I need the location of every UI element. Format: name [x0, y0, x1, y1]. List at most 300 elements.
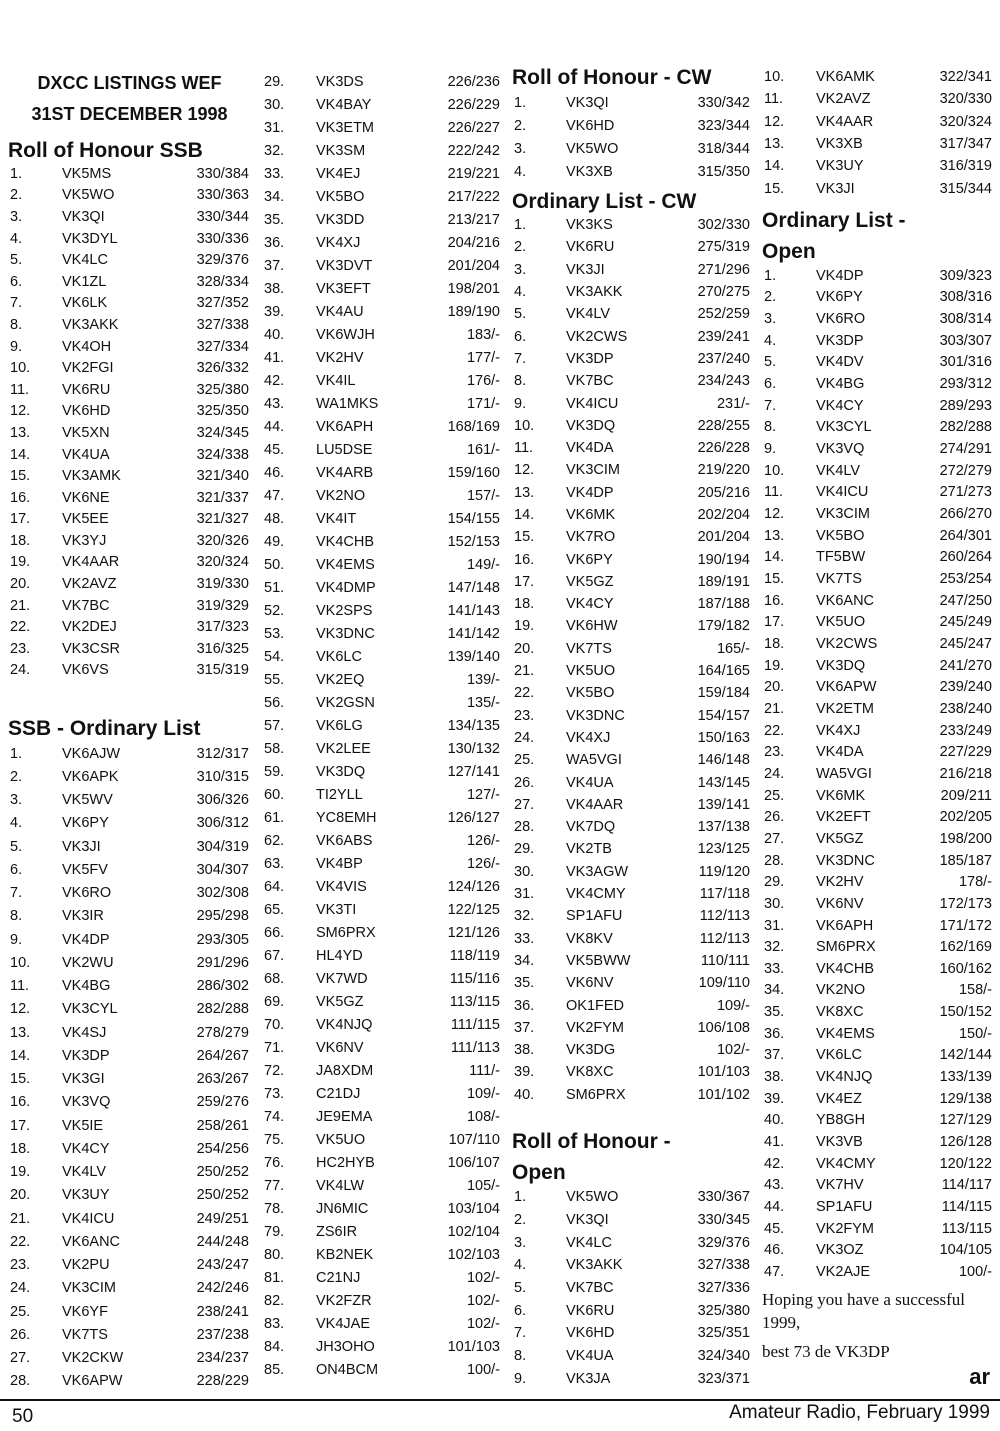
- callsign: VK4IL: [316, 372, 356, 389]
- list-row: [512, 548, 752, 570]
- list-row: [762, 763, 994, 785]
- score: 234/243: [697, 373, 750, 390]
- score: 146/148: [697, 752, 750, 769]
- row-number: 18.: [764, 635, 785, 652]
- list-row: [512, 861, 752, 883]
- list-row: [262, 806, 502, 829]
- callsign: VK3DYL: [62, 230, 118, 247]
- row-number: 36.: [264, 234, 285, 251]
- row-number: 48.: [264, 510, 285, 527]
- list-row: [762, 871, 994, 893]
- score: 239/241: [697, 328, 750, 345]
- callsign: VK4LC: [566, 1234, 612, 1251]
- row-number: 8.: [10, 908, 23, 925]
- score: 159/160: [447, 464, 500, 481]
- list-row: [262, 162, 502, 185]
- callsign: VK5GZ: [566, 573, 614, 590]
- row-number: 74.: [264, 1108, 285, 1125]
- score: 168/169: [447, 418, 500, 435]
- open-ordinary-list: [762, 265, 994, 1283]
- score: 226/228: [697, 440, 750, 457]
- list-row: [762, 1110, 994, 1132]
- score: 142/144: [939, 1047, 992, 1064]
- closing-line-1: Hoping you have a successful 1999,: [762, 1290, 966, 1332]
- callsign: JA8XDM: [316, 1062, 374, 1079]
- score: 123/125: [697, 841, 750, 858]
- cw-roll-heading: Roll of Honour - CW: [512, 66, 712, 89]
- row-number: 12.: [764, 506, 785, 523]
- row-number: 62.: [264, 832, 285, 849]
- callsign: VK3ETM: [316, 119, 375, 136]
- row-number: 5.: [764, 354, 777, 371]
- callsign: VK6ABS: [316, 832, 373, 849]
- row-number: 6.: [10, 861, 23, 878]
- row-number: 20.: [10, 576, 31, 593]
- score: 204/216: [447, 234, 500, 251]
- score: 113/115: [941, 1220, 992, 1237]
- ar-logo: ar: [969, 1364, 990, 1389]
- list-row: [8, 789, 251, 812]
- score: 164/165: [697, 663, 750, 680]
- score: 250/252: [196, 1187, 249, 1204]
- list-row: [762, 1045, 994, 1067]
- callsign: SM6PRX: [566, 1086, 626, 1103]
- callsign: SM6PRX: [816, 939, 876, 956]
- row-number: 63.: [264, 855, 285, 872]
- list-row: [512, 1277, 752, 1300]
- score: 105/-: [466, 1177, 500, 1194]
- score: 227/229: [939, 744, 992, 761]
- row-number: 83.: [264, 1315, 285, 1332]
- list-row: [512, 838, 752, 860]
- row-number: 13.: [764, 527, 785, 544]
- callsign: VK6YF: [62, 1303, 108, 1320]
- callsign: VK3TI: [316, 901, 357, 918]
- list-row: [262, 1151, 502, 1174]
- row-number: 15.: [514, 529, 535, 546]
- row-number: 4.: [10, 230, 23, 247]
- score: 308/316: [939, 289, 992, 306]
- list-row: [512, 482, 752, 504]
- page-title: [8, 68, 251, 130]
- callsign: VK2EQ: [316, 671, 365, 688]
- score: 320/324: [196, 554, 249, 571]
- score: 315/344: [939, 180, 992, 197]
- row-number: 12.: [764, 113, 785, 130]
- ssb-roll-list: [8, 163, 251, 681]
- row-number: 25.: [514, 752, 535, 769]
- callsign: VK2AVZ: [62, 576, 117, 593]
- score: 304/307: [196, 861, 249, 878]
- row-number: 10.: [10, 954, 31, 971]
- score: 231/-: [716, 395, 750, 412]
- row-number: 27.: [764, 830, 785, 847]
- score: 150/-: [958, 1025, 992, 1042]
- score: 205/216: [697, 484, 750, 501]
- row-number: 8.: [514, 373, 527, 390]
- list-row: [262, 1266, 502, 1289]
- callsign: WA1MKS: [316, 395, 379, 412]
- row-number: 30.: [264, 96, 285, 113]
- list-row: [8, 1370, 251, 1393]
- list-row: [262, 208, 502, 231]
- score: 113/115: [449, 993, 500, 1010]
- row-number: 19.: [514, 618, 535, 635]
- row-number: 27.: [10, 1350, 31, 1367]
- ssb-ordinary-list-part-1: [8, 742, 251, 1393]
- row-number: 7.: [514, 1325, 527, 1342]
- row-number: 33.: [264, 165, 285, 182]
- score: 139/141: [697, 796, 750, 813]
- list-row: [8, 660, 251, 682]
- row-number: 2.: [10, 768, 23, 785]
- ssb-ordinary-heading: SSB - Ordinary List: [8, 717, 201, 740]
- score: 252/259: [697, 306, 750, 323]
- score: 149/-: [466, 556, 500, 573]
- score: 274/291: [939, 441, 992, 458]
- callsign: VK3OZ: [816, 1242, 864, 1259]
- row-number: 5.: [514, 1280, 527, 1297]
- list-row: [762, 395, 994, 417]
- callsign: VK4DP: [816, 267, 864, 284]
- ssb-roll-heading: Roll of Honour SSB: [8, 139, 203, 162]
- row-number: 9.: [514, 395, 527, 412]
- list-row: [762, 1153, 994, 1175]
- callsign: VK2FGI: [62, 360, 114, 377]
- callsign: VK4UA: [566, 1348, 614, 1365]
- list-row: [512, 303, 752, 325]
- score: 150/152: [939, 1004, 992, 1021]
- list-row: [8, 765, 251, 788]
- score: 159/184: [697, 685, 750, 702]
- list-row: [762, 503, 994, 525]
- callsign: VK6NV: [566, 975, 614, 992]
- row-number: 45.: [264, 441, 285, 458]
- list-row: [762, 66, 994, 88]
- list-row: [512, 370, 752, 392]
- list-row: [262, 829, 502, 852]
- list-row: [8, 951, 251, 974]
- score: 165/-: [716, 640, 750, 657]
- score: 308/314: [939, 311, 992, 328]
- row-number: 7.: [10, 885, 23, 902]
- callsign: VK3AKK: [62, 316, 119, 333]
- list-row: [512, 459, 752, 481]
- list-row: [262, 530, 502, 553]
- callsign: VK3AKK: [566, 284, 623, 301]
- callsign: VK5WV: [62, 792, 113, 809]
- score: 270/275: [697, 284, 750, 301]
- list-row: [8, 616, 251, 638]
- score: 157/-: [466, 487, 500, 504]
- score: 135/-: [466, 694, 500, 711]
- list-row: [512, 236, 752, 258]
- callsign: VK3YJ: [62, 532, 107, 549]
- score: 254/256: [196, 1140, 249, 1157]
- list-row: [262, 185, 502, 208]
- callsign: VK2NO: [316, 487, 366, 504]
- callsign: VK3EFT: [316, 280, 371, 297]
- score: 260/264: [939, 549, 992, 566]
- score: 183/-: [466, 326, 500, 343]
- list-row: [512, 281, 752, 303]
- callsign: VK3DD: [316, 211, 365, 228]
- row-number: 21.: [10, 1210, 31, 1227]
- callsign: VK4LV: [62, 1164, 107, 1181]
- row-number: 41.: [764, 1134, 785, 1151]
- list-row: [262, 1358, 502, 1381]
- callsign: VK8XC: [816, 1004, 864, 1021]
- row-number: 16.: [10, 1094, 31, 1111]
- list-row: [512, 1061, 752, 1083]
- callsign: VK5EE: [62, 511, 109, 528]
- list-row: [262, 1059, 502, 1082]
- callsign: VK5WO: [62, 187, 115, 204]
- row-number: 56.: [264, 694, 285, 711]
- row-number: 50.: [264, 556, 285, 573]
- score: 249/251: [196, 1210, 249, 1227]
- callsign: VK3CIM: [62, 1280, 116, 1297]
- score: 319/330: [196, 576, 249, 593]
- callsign: VK4LV: [566, 306, 611, 323]
- list-row: [262, 461, 502, 484]
- score: 330/336: [196, 230, 249, 247]
- score: 219/221: [447, 165, 500, 182]
- callsign: VK6PY: [566, 551, 613, 568]
- callsign: TI2YLL: [316, 786, 363, 803]
- row-number: 4.: [10, 815, 23, 832]
- score: 130/132: [447, 740, 500, 757]
- score: 126/-: [466, 832, 500, 849]
- list-row: [262, 921, 502, 944]
- footer-rule: [0, 1399, 1000, 1401]
- score: 103/104: [447, 1200, 500, 1217]
- callsign: VK4DP: [566, 484, 614, 501]
- score: 154/155: [447, 510, 500, 527]
- callsign: VK3DG: [566, 1042, 616, 1059]
- list-row: [512, 1299, 752, 1322]
- row-number: 35.: [514, 975, 535, 992]
- callsign: VK7BC: [566, 1280, 614, 1297]
- row-number: 75.: [264, 1131, 285, 1148]
- score: 266/270: [939, 506, 992, 523]
- score: 282/288: [196, 1001, 249, 1018]
- list-row: [262, 944, 502, 967]
- list-row: [262, 346, 502, 369]
- score: 320/330: [939, 91, 992, 108]
- callsign: VK4CMY: [566, 886, 626, 903]
- callsign: VK2AJE: [816, 1264, 870, 1281]
- list-row: [8, 1091, 251, 1114]
- list-row: [762, 698, 994, 720]
- callsign: VK3VB: [816, 1134, 863, 1151]
- score: 327/338: [697, 1257, 750, 1274]
- list-row: [8, 1114, 251, 1137]
- row-number: 11.: [10, 381, 30, 398]
- score: 330/384: [196, 165, 249, 182]
- row-number: 17.: [514, 573, 535, 590]
- row-number: 14.: [764, 158, 785, 175]
- callsign: VK2ETM: [816, 700, 875, 717]
- list-row: [8, 858, 251, 881]
- list-row: [262, 783, 502, 806]
- callsign: VK3DNC: [316, 625, 375, 642]
- score: 233/249: [939, 722, 992, 739]
- list-row: [512, 526, 752, 548]
- callsign: VK2TB: [566, 841, 612, 858]
- score: 141/142: [447, 625, 500, 642]
- callsign: VK1ZL: [62, 273, 107, 290]
- callsign: VK5BO: [316, 188, 365, 205]
- row-number: 22.: [514, 685, 535, 702]
- list-row: [8, 573, 251, 595]
- list-row: [8, 1044, 251, 1067]
- list-row: [8, 1254, 251, 1277]
- row-number: 33.: [514, 930, 535, 947]
- score: 302/308: [196, 885, 249, 902]
- score: 126/-: [466, 855, 500, 872]
- score: 330/363: [196, 187, 249, 204]
- list-row: [8, 509, 251, 531]
- row-number: 3.: [514, 261, 527, 278]
- row-number: 14.: [10, 446, 31, 463]
- magazine-footer: Amateur Radio, February 1999: [729, 1402, 990, 1423]
- callsign: VK4LV: [816, 462, 861, 479]
- row-number: 36.: [764, 1025, 785, 1042]
- score: 139/140: [447, 648, 500, 665]
- list-row: [8, 444, 251, 466]
- row-number: 40.: [264, 326, 285, 343]
- callsign: VK6HW: [566, 618, 618, 635]
- score: 129/138: [939, 1090, 992, 1107]
- row-number: 1.: [764, 267, 777, 284]
- callsign: OK1FED: [566, 997, 625, 1014]
- row-number: 30.: [514, 863, 535, 880]
- row-number: 1.: [10, 165, 23, 182]
- row-number: 22.: [10, 619, 31, 636]
- row-number: 16.: [10, 489, 31, 506]
- callsign: VK6WJH: [316, 326, 375, 343]
- callsign: VK6HD: [566, 1325, 615, 1342]
- row-number: 13.: [10, 424, 31, 441]
- callsign: VK7RO: [566, 529, 616, 546]
- callsign: VK6MK: [816, 787, 866, 804]
- list-row: [8, 1184, 251, 1207]
- callsign: VK2FZR: [316, 1292, 372, 1309]
- row-number: 47.: [764, 1264, 785, 1281]
- score: 325/351: [697, 1325, 750, 1342]
- row-number: 6.: [514, 1302, 527, 1319]
- list-row: [262, 875, 502, 898]
- callsign: VK6LC: [316, 648, 362, 665]
- callsign: VK3QI: [566, 1212, 609, 1229]
- callsign: VK6ANC: [62, 1233, 121, 1250]
- list-row: [8, 379, 251, 401]
- callsign: VK4EJ: [316, 165, 361, 182]
- score: 137/138: [697, 819, 750, 836]
- row-number: 71.: [264, 1039, 285, 1056]
- callsign: VK6APH: [316, 418, 374, 435]
- list-row: [762, 958, 994, 980]
- row-number: 2.: [514, 117, 527, 134]
- callsign: VK4ICU: [62, 1210, 115, 1227]
- list-row: [8, 185, 251, 207]
- callsign: VK3GI: [62, 1071, 105, 1088]
- callsign: VK2EFT: [816, 809, 871, 826]
- callsign: VK4OH: [62, 338, 112, 355]
- score: 245/247: [939, 635, 992, 652]
- score: 327/338: [196, 316, 249, 333]
- row-number: 10.: [764, 462, 785, 479]
- score: 219/220: [697, 462, 750, 479]
- callsign: VK4AAR: [566, 796, 624, 813]
- row-number: 25.: [10, 1303, 31, 1320]
- list-row: [512, 1254, 752, 1277]
- list-row: [762, 373, 994, 395]
- callsign: VK4DMP: [316, 579, 376, 596]
- score: 323/344: [697, 117, 750, 134]
- row-number: 79.: [264, 1223, 285, 1240]
- score: 102/103: [447, 1246, 500, 1263]
- callsign: VK4LW: [316, 1177, 365, 1194]
- score: 324/338: [196, 446, 249, 463]
- list-row: [762, 352, 994, 374]
- callsign: VK2SPS: [316, 602, 373, 619]
- callsign: VK4UA: [62, 446, 110, 463]
- list-row: [512, 114, 752, 137]
- row-number: 26.: [514, 774, 535, 791]
- score: 324/345: [196, 424, 249, 441]
- row-number: 11.: [10, 978, 30, 995]
- list-row: [762, 1261, 994, 1283]
- callsign: VK7BC: [566, 373, 614, 390]
- row-number: 38.: [514, 1042, 535, 1059]
- list-row: [512, 437, 752, 459]
- list-row: [512, 660, 752, 682]
- score: 118/119: [449, 947, 500, 964]
- score: 122/125: [447, 901, 500, 918]
- list-row: [262, 484, 502, 507]
- callsign: VK6APH: [816, 917, 874, 934]
- callsign: VK4DA: [566, 440, 614, 457]
- list-row: [8, 1021, 251, 1044]
- list-row: [262, 369, 502, 392]
- callsign: VK4AAR: [62, 554, 120, 571]
- callsign: VK3AMK: [62, 468, 121, 485]
- list-row: [762, 525, 994, 547]
- score: 127/129: [939, 1112, 992, 1129]
- row-number: 70.: [264, 1016, 285, 1033]
- score: 329/376: [196, 252, 249, 269]
- callsign: VK7DQ: [566, 819, 616, 836]
- score: 114/115: [941, 1199, 992, 1216]
- score: 320/324: [939, 113, 992, 130]
- score: 178/-: [958, 874, 992, 891]
- score: 109/110: [698, 975, 750, 992]
- row-number: 8.: [514, 1348, 527, 1365]
- callsign: VK4SJ: [62, 1024, 107, 1041]
- callsign: VK5FV: [62, 861, 108, 878]
- callsign: VK4CY: [566, 596, 614, 613]
- list-row: [512, 905, 752, 927]
- score: 304/319: [196, 838, 249, 855]
- list-row: [262, 323, 502, 346]
- row-number: 2.: [514, 239, 527, 256]
- row-number: 21.: [10, 597, 31, 614]
- row-number: 26.: [10, 1326, 31, 1343]
- list-row: [8, 271, 251, 293]
- score: 172/173: [939, 895, 992, 912]
